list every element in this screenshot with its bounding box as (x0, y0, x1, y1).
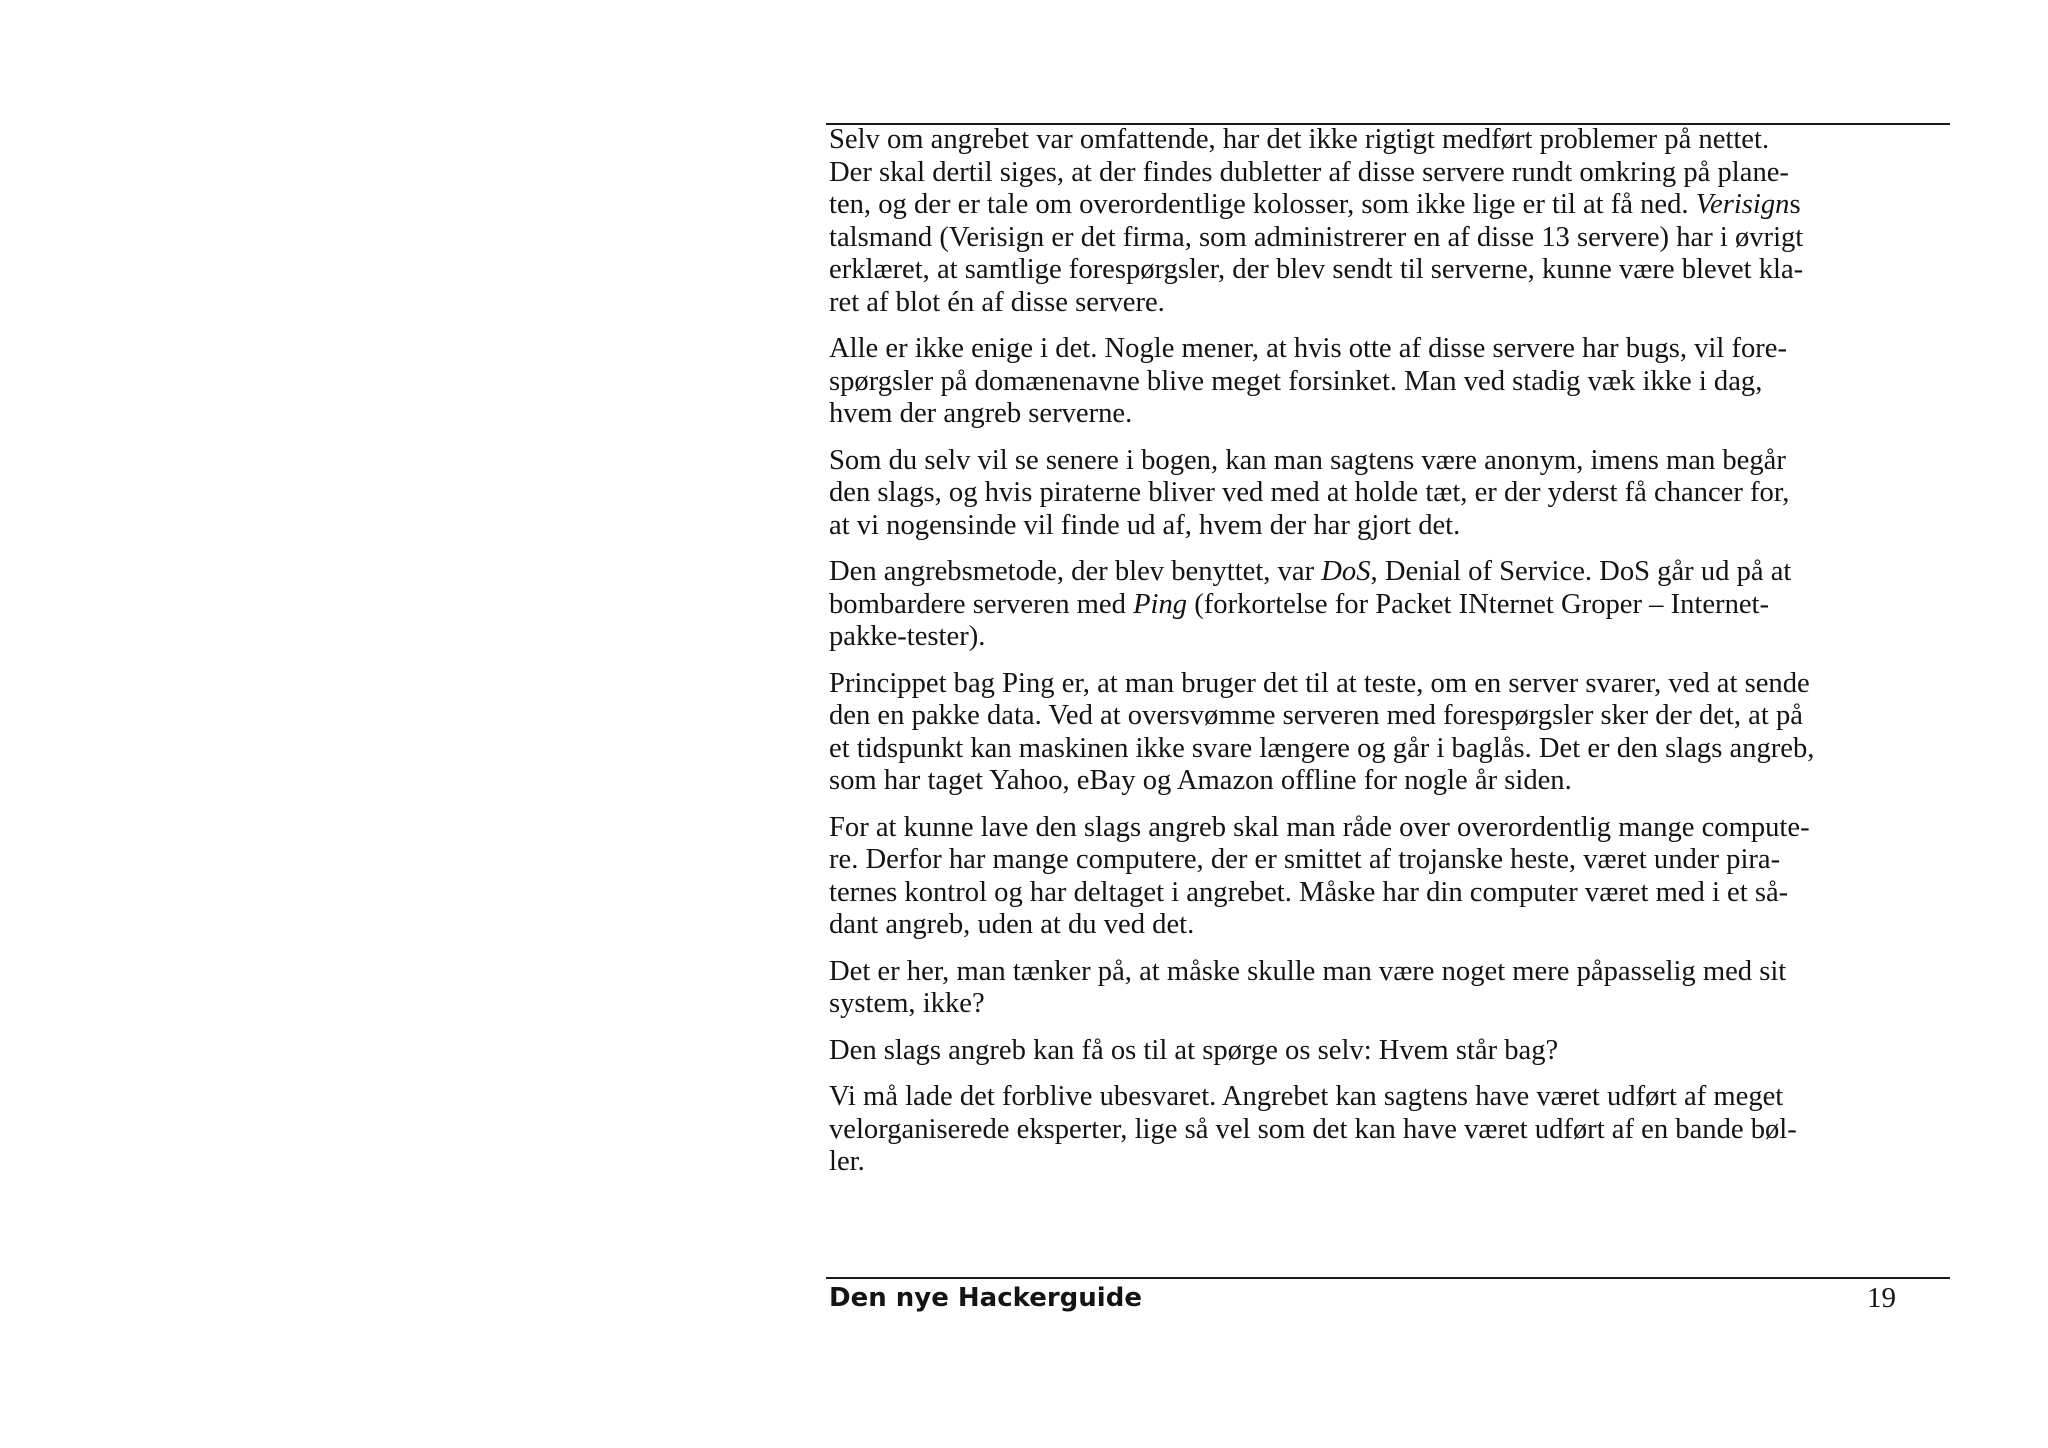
body-text (829, 124, 1949, 1193)
text-line: For at kunne lave den slags angreb skal man råde over overordentlig mange compute- (829, 811, 1810, 843)
text-line: re. Derfor har mange computere, der er smittet af trojanske heste, været under pira- (829, 844, 1781, 875)
text-line: Der skal dertil siges, at der findes dubletter af disse servere rundt omkring på plane- (829, 156, 1789, 188)
text-line: hvem der angreb serverne. (829, 398, 1133, 429)
paragraph (829, 124, 1949, 319)
paragraph (829, 1081, 1949, 1179)
paragraph (829, 668, 1949, 798)
text-line: ret af blot én af disse servere. (829, 286, 1165, 318)
text-line: spørgsler på domænenavne blive meget forsinket. Man ved stadig væk ikke i dag, (829, 365, 1763, 397)
paragraph (829, 333, 1949, 431)
text-line: pakke-tester). (829, 621, 986, 652)
text-line: Den angrebsmetode, der blev benyttet, var DoS, Denial of Service. DoS går ud på at (829, 556, 1792, 587)
text-line: Vi må lade det forblive ubesvaret. Angrebet kan sagtens have været udført af meget (829, 1081, 1784, 1112)
paragraph (829, 956, 1949, 1021)
text-line: Selv om angrebet var omfattende, har det ikke rigtigt medført problemer på nettet. (829, 124, 1770, 155)
text-line: bombardere serveren med Ping (forkortelse for Packet INternet Groper – Internet- (829, 588, 1770, 620)
text-line: den slags, og hvis piraterne bliver ved med at holde tæt, er der yderst få chancer for, (829, 477, 1790, 508)
text-line: talsmand (Verisign er det firma, som administrerer en af disse 13 servere) har i øvrigt (829, 221, 1804, 253)
paragraph (829, 812, 1949, 942)
text-line: ternes kontrol og har deltaget i angrebet. Måske har din computer været med i et så- (829, 876, 1789, 908)
text-line: system, ikke? (829, 988, 985, 1019)
text-line: som har taget Yahoo, eBay og Amazon offline for nogle år siden. (829, 765, 1572, 796)
text-line: ler. (829, 1146, 865, 1177)
text-line: den en pakke data. Ved at oversvømme serveren med forespørgsler sker der det, at på (829, 700, 1803, 731)
text-line: erklæret, at samtlige forespørgsler, der blev sendt til serverne, kunne være blevet kla- (829, 254, 1804, 285)
paragraph (829, 1035, 1949, 1068)
footer-rule (826, 1277, 1950, 1279)
text-line: Alle er ikke enige i det. Nogle mener, at hvis otte af disse servere har bugs, vil fore- (829, 333, 1788, 364)
text-line: dant angreb, uden at du ved det. (829, 909, 1195, 940)
text-line: Princippet bag Ping er, at man bruger det til at teste, om en server svarer, ved at sende (829, 667, 1810, 699)
page-number: 19 (1867, 1282, 1896, 1314)
text-line: Den slags angreb kan få os til at spørge os selv: Hvem står bag? (829, 1034, 1559, 1066)
text-line: velorganiserede eksperter, lige så vel som det kan have været udført af en bande bøl- (829, 1113, 1797, 1145)
paragraph (829, 445, 1949, 543)
text-line: at vi nogensinde vil finde ud af, hvem der har gjort det. (829, 509, 1461, 541)
paragraph (829, 556, 1949, 654)
text-line: et tidspunkt kan maskinen ikke svare længere og går i baglås. Det er den slags angreb, (829, 732, 1815, 764)
text-line: Det er her, man tænker på, at måske skulle man være noget mere påpasselig med sit (829, 955, 1787, 987)
footer-book-title: Den nye Hackerguide (829, 1283, 1142, 1313)
text-line: Som du selv vil se senere i bogen, kan man sagtens være anonym, imens man begår (829, 444, 1786, 476)
text-line: ten, og der er tale om overordentlige kolosser, som ikke lige er til at få ned. Verisigns (829, 189, 1801, 220)
